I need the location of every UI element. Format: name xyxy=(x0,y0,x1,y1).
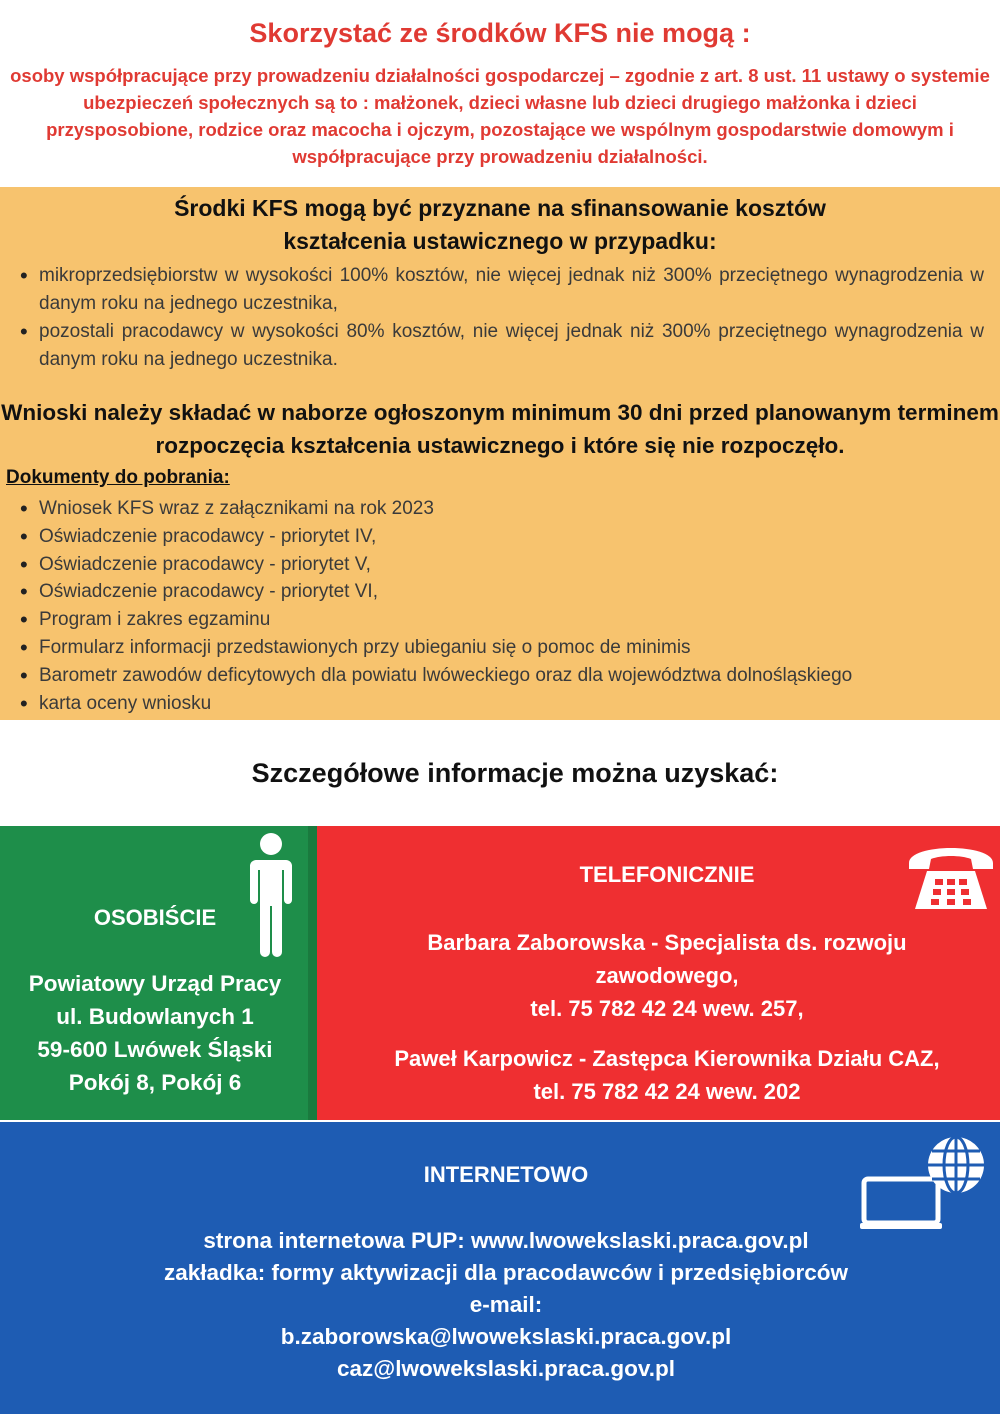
funding-title-line: Środki KFS mogą być przyznane na sfinansowanie kosztów xyxy=(174,195,826,221)
document-item[interactable]: • karta oceny wniosku xyxy=(4,690,984,718)
address-line: Powiatowy Urząd Pracy xyxy=(28,971,282,996)
contact-line: zawodowego, xyxy=(595,963,739,988)
cost-list xyxy=(4,262,984,374)
contact-phone[interactable]: tel. 75 782 42 24 wew. 257, xyxy=(530,996,804,1021)
office-address xyxy=(0,967,310,1099)
documents-heading: Dokumenty do pobrania: xyxy=(6,467,230,488)
email-label: e-mail: xyxy=(469,1292,543,1317)
document-item[interactable]: • Oświadczenie pracodawcy - priorytet IV, xyxy=(4,523,984,551)
document-item[interactable]: • Program i zakres egzaminu xyxy=(4,606,984,634)
contact-pawel xyxy=(317,1042,1000,1108)
contact-line: Barbara Zaborowska - Specjalista ds. rozwoju xyxy=(427,930,907,955)
address-line: Pokój 8, Pokój 6 xyxy=(68,1070,242,1095)
address-line: ul. Budowlanych 1 xyxy=(56,1004,254,1029)
exclusion-note: osoby współpracujące przy prowadzeniu działalności gospodarczej – zgodnie z art. 8 ust. 11 ustawy o systemie ubezpieczeń społecznych są to : małżonek, dzieci własne lub dzieci drugiego małżonka i dzieci przysposobione, rodzice oraz macocha i ojczym, pozostające we wspólnym gospodarstwie domowym i współpracujące przy prowadzeniu działalności. xyxy=(10,65,990,167)
documents-list xyxy=(4,495,984,717)
person-icon xyxy=(240,830,302,960)
internet-info xyxy=(0,1225,1000,1385)
document-item[interactable]: • Formularz informacji przedstawionych przy ubieganiu się o pomoc de minimis xyxy=(4,634,984,662)
document-item[interactable]: • Barometr zawodów deficytowych dla powiatu lwóweckiego oraz dla województwa dolnośląskiego xyxy=(4,662,984,690)
tab-info-line: zakładka: formy aktywizacji dla pracodawców i przedsiębiorców xyxy=(164,1260,848,1285)
funding-title xyxy=(0,192,1000,258)
phone-label: TELEFONICZNIE xyxy=(579,862,755,887)
internet-label: INTERNETOWO xyxy=(423,1162,589,1187)
document-item[interactable]: • Wniosek KFS wraz z załącznikami na rok 2023 xyxy=(4,495,984,523)
address-line: 59-600 Lwówek Śląski xyxy=(37,1037,273,1062)
in-person-label: OSOBIŚCIE xyxy=(93,905,217,930)
contact-phone[interactable]: tel. 75 782 42 24 wew. 202 xyxy=(533,1079,801,1104)
email-link[interactable]: caz@lwowekslaski.praca.gov.pl xyxy=(337,1356,675,1381)
contact-barbara xyxy=(317,926,1000,1025)
document-item[interactable]: • Oświadczenie pracodawcy - priorytet V, xyxy=(4,551,984,579)
email-link[interactable]: b.zaborowska@lwowekslaski.praca.gov.pl xyxy=(280,1324,732,1349)
page-title: Skorzystać ze środków KFS nie mogą : xyxy=(249,18,751,48)
contact-line: Paweł Karpowicz - Zastępca Kierownika Działu CAZ, xyxy=(394,1046,940,1071)
document-item[interactable]: • Oświadczenie pracodawcy - priorytet VI, xyxy=(4,578,984,606)
website-line[interactable]: strona internetowa PUP: www.lwowekslaski.praca.gov.pl xyxy=(203,1228,809,1253)
application-note: Wnioski należy składać w naborze ogłoszonym minimum 30 dni przed planowanym terminem rozpoczęcia kształcenia ustawicznego i które się nie rozpoczęło. xyxy=(1,400,999,458)
list-item: • mikroprzedsiębiorstw w wysokości 100% kosztów, nie więcej jednak niż 300% przeciętnego wynagrodzenia w danym roku na jednego uczestnika, xyxy=(4,262,984,318)
funding-title-line: kształcenia ustawicznego w przypadku: xyxy=(283,228,717,254)
details-heading: Szczegółowe informacje można uzyskać: xyxy=(251,758,779,788)
list-item: • pozostali pracodawcy w wysokości 80% kosztów, nie więcej jednak niż 300% przeciętnego wynagrodzenia w danym roku na jednego uczestnika. xyxy=(4,318,984,374)
